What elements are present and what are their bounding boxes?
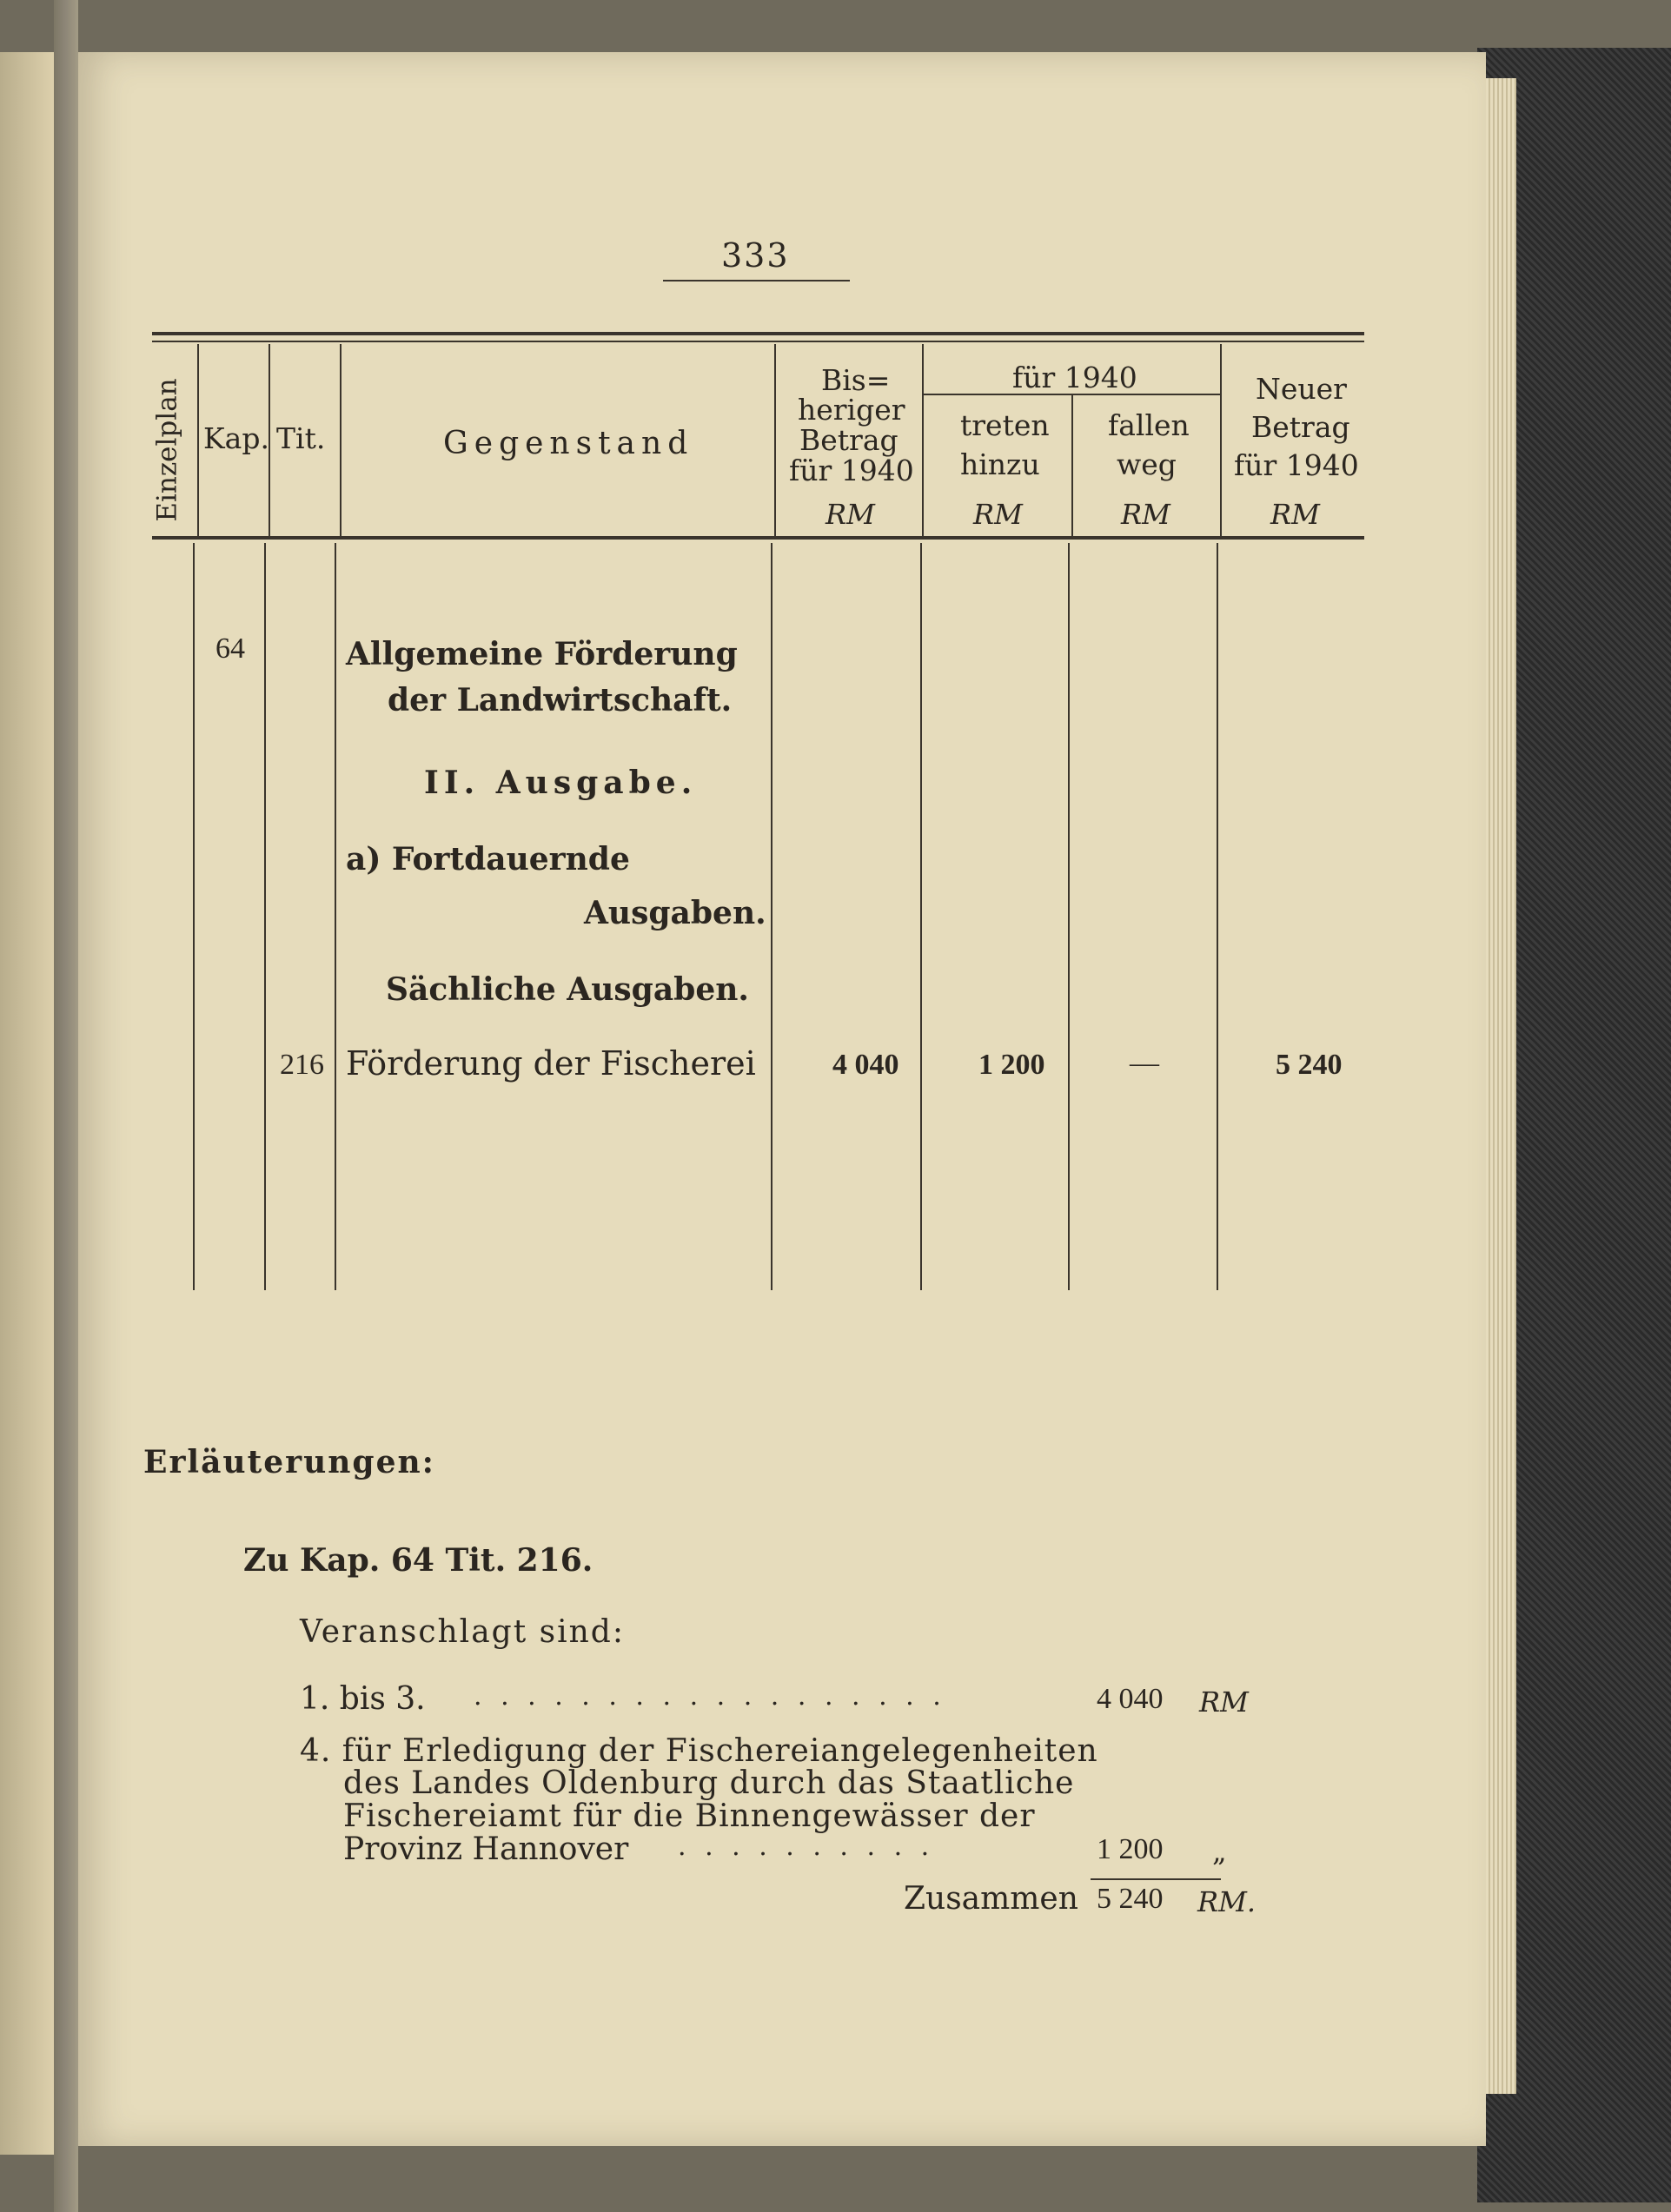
header-fallen-1: fallen bbox=[1108, 408, 1190, 442]
header-gegenstand: Gegenstand bbox=[443, 426, 694, 461]
total-unit: RM. bbox=[1197, 1885, 1257, 1918]
col-line-4 bbox=[774, 344, 776, 538]
notes-reference: Zu Kap. 64 Tit. 216. bbox=[243, 1542, 593, 1579]
col-line-6 bbox=[1071, 395, 1073, 538]
col-line-5 bbox=[922, 344, 924, 538]
kap-number: 64 bbox=[216, 632, 245, 665]
body-col-line-6 bbox=[1068, 543, 1070, 1290]
header-tit: Tit. bbox=[276, 421, 326, 455]
item4-unit: „ bbox=[1212, 1835, 1227, 1868]
item4-line3: Fischereiamt für die Binnengewässer der bbox=[343, 1798, 1036, 1834]
body-col-line-5 bbox=[920, 543, 922, 1290]
book-gutter bbox=[54, 0, 78, 2212]
header-bisheriger-1: Bis= bbox=[821, 363, 891, 397]
col-line-3 bbox=[340, 344, 341, 538]
page-number: 333 bbox=[721, 236, 790, 275]
left-page-edge bbox=[0, 52, 54, 2155]
header-bottom-rule bbox=[152, 536, 1364, 540]
body-col-line-4 bbox=[771, 543, 773, 1290]
header-einzelplan: Einzelplan bbox=[151, 378, 183, 522]
row-neuer: 5 240 bbox=[1276, 1049, 1343, 1081]
header-treten-unit: RM bbox=[973, 498, 1023, 531]
chapter-title-line1: Allgemeine Förderung bbox=[346, 636, 738, 672]
subsection-line2: Ausgaben. bbox=[584, 895, 766, 931]
item1-label: 1. bis 3. bbox=[300, 1681, 426, 1717]
total-label: Zusammen bbox=[904, 1881, 1078, 1917]
header-bisheriger-4: für 1940 bbox=[789, 454, 914, 487]
total-value: 5 240 bbox=[1097, 1883, 1164, 1915]
body-col-line-2 bbox=[264, 543, 266, 1290]
header-fuer-1940: für 1940 bbox=[1012, 361, 1137, 394]
item4-line1: 4. für Erledigung der Fischereiangelegenheiten bbox=[300, 1733, 1098, 1769]
header-bisheriger-3: Betrag bbox=[799, 423, 898, 457]
item4-line4: Provinz Hannover bbox=[343, 1831, 629, 1867]
item1-dots: . . . . . . . . . . . . . . . . . . bbox=[474, 1681, 946, 1712]
subsection-line1: a) Fortdauernde bbox=[346, 841, 630, 878]
row-fallen-weg: — bbox=[1130, 1047, 1159, 1079]
notes-intro: Veranschlagt sind: bbox=[300, 1614, 625, 1650]
body-col-line-7 bbox=[1217, 543, 1218, 1290]
page-number-rule bbox=[663, 280, 850, 281]
col-line-1 bbox=[197, 344, 199, 538]
notes-heading: Erläuterungen: bbox=[143, 1444, 435, 1480]
header-neuer-1: Neuer bbox=[1256, 372, 1347, 406]
row-bisheriger: 4 040 bbox=[832, 1049, 899, 1081]
body-col-line-3 bbox=[335, 543, 336, 1290]
table-top-rule-thin bbox=[152, 341, 1364, 342]
header-neuer-unit: RM bbox=[1270, 498, 1320, 531]
section-heading: II. Ausgabe. bbox=[424, 765, 698, 801]
item1-value: 4 040 bbox=[1097, 1683, 1164, 1715]
header-fallen-unit: RM bbox=[1121, 498, 1170, 531]
header-neuer-2: Betrag bbox=[1251, 410, 1350, 444]
row-gegenstand: Förderung der Fischerei bbox=[346, 1044, 756, 1083]
category-heading: Sächliche Ausgaben. bbox=[386, 971, 749, 1008]
item4-dots: . . . . . . . . . . bbox=[678, 1831, 935, 1862]
sum-rule bbox=[1091, 1878, 1221, 1880]
item4-line2: des Landes Oldenburg durch das Staatliche bbox=[343, 1765, 1075, 1801]
header-treten-1: treten bbox=[960, 408, 1050, 442]
col-line-7 bbox=[1220, 344, 1222, 538]
row-tit: 216 bbox=[280, 1049, 324, 1081]
header-bisheriger-unit: RM bbox=[826, 498, 875, 531]
header-treten-2: hinzu bbox=[960, 447, 1040, 481]
chapter-title-line2: der Landwirtschaft. bbox=[388, 682, 733, 719]
item1-unit: RM bbox=[1199, 1685, 1249, 1719]
table-top-rule bbox=[152, 332, 1364, 335]
header-fallen-2: weg bbox=[1117, 447, 1177, 481]
item4-value: 1 200 bbox=[1097, 1833, 1164, 1865]
header-bisheriger-2: heriger bbox=[798, 393, 905, 427]
header-neuer-3: für 1940 bbox=[1234, 448, 1359, 482]
header-kap: Kap. bbox=[203, 421, 269, 455]
body-col-line-1 bbox=[193, 543, 195, 1290]
row-treten-hinzu: 1 200 bbox=[978, 1049, 1045, 1081]
